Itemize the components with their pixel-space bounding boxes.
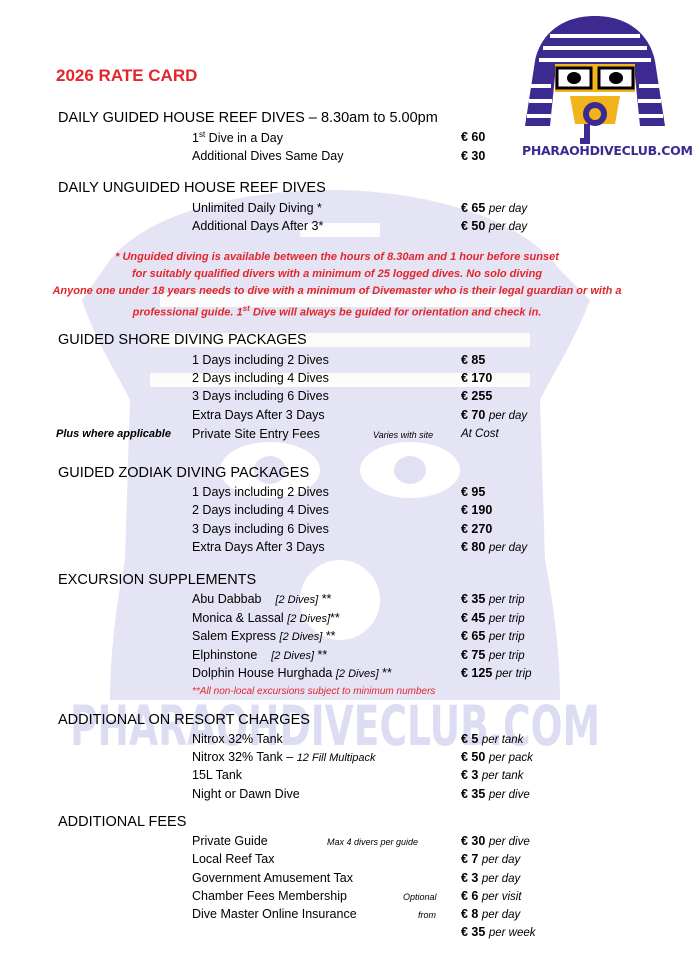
rate-price: € 45 per trip [461, 611, 525, 625]
heading-zodiak-packages: GUIDED ZODIAK DIVING PACKAGES [58, 465, 310, 481]
excursion-note: **All non-local excursions subject to minimum numbers [192, 686, 436, 697]
rate-row [0, 540, 674, 558]
rate-row [0, 666, 674, 684]
rate-row [0, 834, 674, 852]
rate-label: Government Amusement Tax [192, 871, 353, 885]
unguided-note: * Unguided diving is available between the hours of 8.30am and 1 hour before sunset for suitably qualified divers with a minimum of 25 logged dives. No solo diving Anyone one under 18 years needs to dive with a minimum of Divemaster who is their legal guardian or with a professional guide. 1st Dive will always be guided for orientation and check in. [52, 251, 622, 319]
watermark-text: PHARAOHDIVECLUB.COM [70, 694, 600, 758]
rate-price: € 75 per trip [461, 648, 525, 662]
rate-price: € 6 per visit [461, 889, 522, 903]
heading-shore-packages: GUIDED SHORE DIVING PACKAGES [58, 332, 307, 348]
rate-label: 1st Dive in a Day [192, 130, 283, 146]
logo-wordmark: PHARAOHDIVECLUB.COM [522, 143, 693, 158]
rate-row [0, 889, 674, 907]
rate-row [0, 522, 674, 540]
rate-price: At Cost [461, 428, 499, 440]
rate-row [0, 732, 674, 750]
rate-label: Unlimited Daily Diving * [192, 201, 322, 215]
rate-row [0, 750, 674, 768]
rate-price: € 65 per day [461, 201, 528, 215]
rate-label: Dive Master Online Insurance [192, 907, 357, 921]
rate-price: € 270 [461, 522, 493, 536]
rate-row [0, 611, 674, 629]
rate-price: € 255 [461, 389, 493, 403]
rate-row [0, 503, 674, 521]
rate-price: € 5 per tank [461, 732, 524, 746]
rate-price: € 170 [461, 371, 493, 385]
rate-row [0, 592, 674, 610]
rate-row [0, 648, 674, 666]
rate-label: Extra Days After 3 Days [192, 540, 325, 554]
rate-label: 1 Days including 2 Dives [192, 485, 329, 499]
rate-prefix: Plus where applicable [56, 428, 171, 440]
rate-label: 2 Days including 4 Dives [192, 503, 329, 517]
rate-label: Elphinstone [2 Dives] ** [192, 648, 328, 662]
page-title: 2026 RATE CARD [56, 66, 198, 85]
rate-row [0, 852, 674, 870]
rate-row [0, 219, 674, 237]
heading-additional-fees: ADDITIONAL FEES [58, 814, 187, 830]
rate-row [0, 408, 674, 426]
heading-daily-guided: DAILY GUIDED HOUSE REEF DIVES – 8.30am to 5.00pm [58, 110, 438, 126]
rate-note: Optional [403, 892, 437, 902]
rate-label: Nitrox 32% Tank [192, 732, 283, 746]
rate-price: € 30 per dive [461, 834, 530, 848]
rate-row [0, 787, 674, 805]
rate-row [0, 353, 674, 371]
rate-price: € 95 [461, 485, 486, 499]
rate-price: € 70 per day [461, 408, 528, 422]
rate-price: € 35 per week [461, 925, 536, 939]
heading-excursions: EXCURSION SUPPLEMENTS [58, 572, 257, 588]
rate-label: Private Guide [192, 834, 268, 848]
rate-label: 3 Days including 6 Dives [192, 389, 329, 403]
rate-row [0, 130, 674, 148]
rate-price: € 30 [461, 149, 486, 163]
rate-price: € 3 per day [461, 871, 521, 885]
rate-note: Varies with site [373, 430, 434, 440]
rate-price: € 190 [461, 503, 493, 517]
rate-label: Salem Express [2 Dives] ** [192, 629, 336, 643]
rate-label: Private Site Entry Fees [192, 427, 320, 441]
rate-row-site-fees [0, 427, 674, 445]
rate-price: € 80 per day [461, 540, 528, 554]
rate-row [0, 768, 674, 786]
rate-note: Max 4 divers per guide [327, 837, 419, 847]
rate-price: € 125 per trip [461, 666, 532, 680]
rate-price: € 65 per trip [461, 629, 525, 643]
rate-row [0, 485, 674, 503]
rate-price: € 35 per trip [461, 592, 525, 606]
rate-label: 1 Days including 2 Dives [192, 353, 329, 367]
rate-price: € 50 per pack [461, 750, 533, 764]
rate-price: € 35 per dive [461, 787, 530, 801]
rate-row [0, 371, 674, 389]
rate-label: Night or Dawn Dive [192, 787, 300, 801]
rate-row [0, 201, 674, 219]
rate-label: Local Reef Tax [192, 852, 275, 866]
rate-row [0, 925, 674, 943]
heading-resort-charges: ADDITIONAL ON RESORT CHARGES [58, 712, 310, 728]
rate-row [0, 149, 674, 167]
heading-daily-unguided: DAILY UNGUIDED HOUSE REEF DIVES [58, 180, 326, 196]
rate-label: Abu Dabbab [2 Dives] ** [192, 592, 332, 606]
rate-row [0, 907, 674, 925]
rate-row [0, 629, 674, 647]
rate-note: from [418, 910, 436, 920]
rate-row [0, 389, 674, 407]
rate-label: Additional Dives Same Day [192, 149, 344, 163]
rate-price: € 85 [461, 353, 486, 367]
rate-label: 15L Tank [192, 768, 243, 782]
rate-label: 2 Days including 4 Dives [192, 371, 329, 385]
rate-label: Monica & Lassal [2 Dives]** [192, 611, 340, 625]
rate-label: Chamber Fees Membership [192, 889, 347, 903]
rate-label: Nitrox 32% Tank – 12 Fill Multipack [192, 750, 376, 764]
rate-label: 3 Days including 6 Dives [192, 522, 329, 536]
rate-price: € 8 per day [461, 907, 521, 921]
rate-price: € 7 per day [461, 852, 521, 866]
rate-label: Additional Days After 3* [192, 219, 324, 233]
rate-row [0, 871, 674, 889]
rate-price: € 60 [461, 130, 486, 144]
rate-price: € 3 per tank [461, 768, 524, 782]
rate-price: € 50 per day [461, 219, 528, 233]
rate-label: Dolphin House Hurghada [2 Dives] ** [192, 666, 392, 680]
rate-label: Extra Days After 3 Days [192, 408, 325, 422]
